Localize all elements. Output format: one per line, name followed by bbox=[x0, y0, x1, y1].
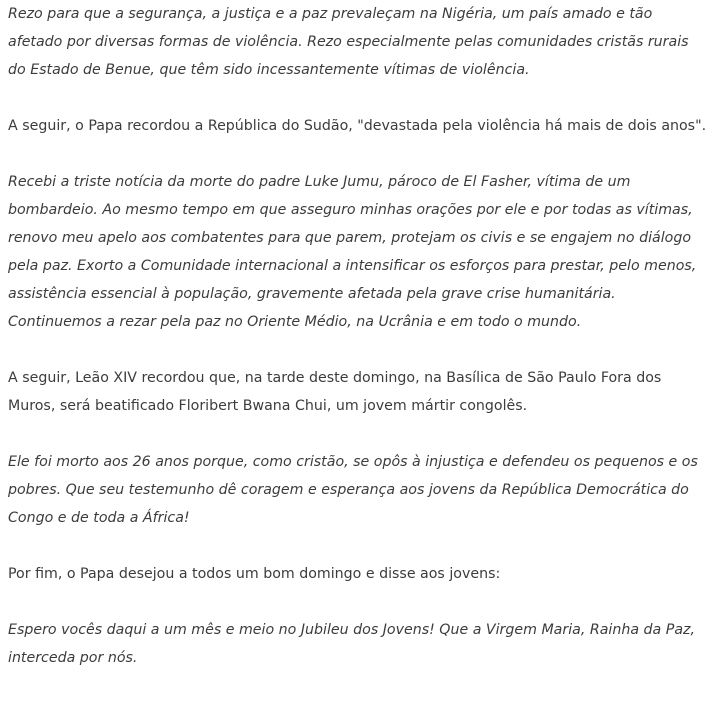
article-body bbox=[8, 0, 708, 672]
quote-paragraph-martyr: Ele foi morto aos 26 anos porque, como cristão, se opôs à injustiça e defendeu os pequenos e os pobres. Que seu testemunho dê coragem e esperança aos jovens da República Democrática do Congo e de toda a África! bbox=[8, 454, 698, 526]
quote-paragraph-jubilee: Espero vocês daqui a um mês e meio no Jubileu dos Jovens! Que a Virgem Maria, Rainha da Paz, interceda por nós. bbox=[8, 622, 695, 666]
paragraph-sudan-intro: A seguir, o Papa recordou a República do Sudão, "devastada pela violência há mais de dois anos". bbox=[8, 118, 707, 134]
quote-paragraph-sudan: Recebi a triste notícia da morte do padre Luke Jumu, pároco de El Fasher, vítima de um bombardeio. Ao mesmo tempo em que asseguro minhas orações por ele e por todas as vítimas, renovo meu apelo aos combatentes para que parem, protejam os civis e se engajem no diálogo pela paz. Exorto a Comunidade internacional a intensificar os esforços para prestar, pelo menos, assistência essencial à população, gravemente afetada pela grave crise humanitária. Continuemos a rezar pela paz no Oriente Médio, na Ucrânia e em todo o mundo. bbox=[8, 174, 697, 330]
paragraph-beatification-intro: A seguir, Leão XIV recordou que, na tarde deste domingo, na Basílica de São Paulo Fora dos Muros, será beatificado Floribert Bwana Chui, um jovem mártir congolês. bbox=[8, 370, 662, 414]
paragraph-farewell-intro: Por fim, o Papa desejou a todos um bom domingo e disse aos jovens: bbox=[8, 566, 501, 582]
quote-paragraph-nigeria: Rezo para que a segurança, a justiça e a paz prevaleçam na Nigéria, um país amado e tão afetado por diversas formas de violência. Rezo especialmente pelas comunidades cristãs rurais do Estado de Benue, que têm sido incessantemente vítimas de violência. bbox=[8, 6, 689, 78]
